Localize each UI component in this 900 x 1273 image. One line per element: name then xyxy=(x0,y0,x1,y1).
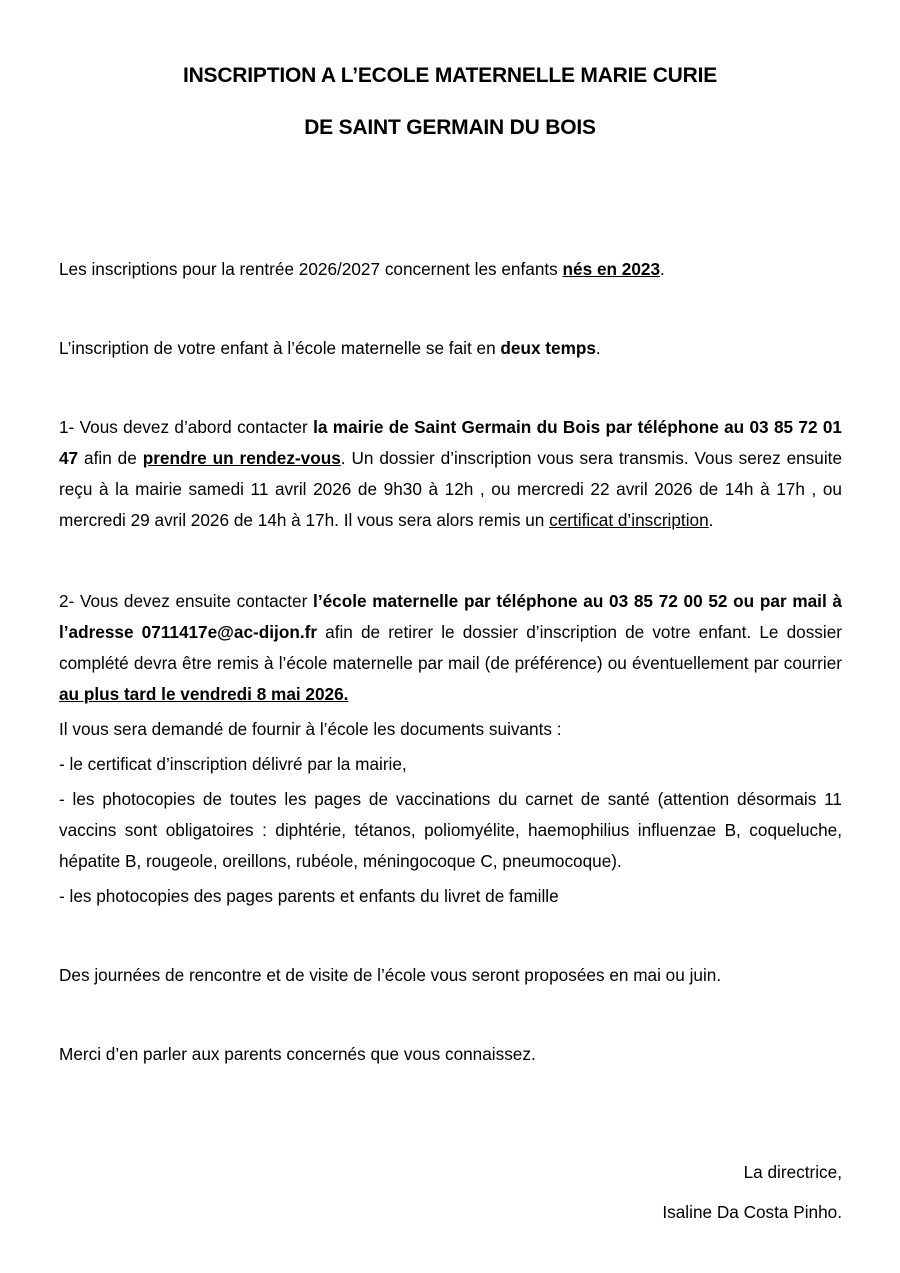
two-steps-paragraph: L’inscription de votre enfant à l’école maternelle se fait en deux temps. xyxy=(59,338,601,358)
mairie-phone: la mairie de Saint Germain du Bois par téléphone au 03 85 72 01 47 xyxy=(59,417,842,468)
document-item: - les photocopies des pages parents et enfants du livret de famille xyxy=(59,886,559,906)
school-contact: l’école maternelle par téléphone au 03 85 72 00 52 ou par mail à l’adresse 0711417e@ac-dijon.fr xyxy=(59,591,842,642)
signature-name: Isaline Da Costa Pinho. xyxy=(662,1202,842,1222)
thanks-paragraph: Merci d’en parler aux parents concernés que vous connaissez. xyxy=(59,1044,536,1064)
title-line-1: INSCRIPTION A L’ECOLE MATERNELLE MARIE CURIE xyxy=(182,64,718,87)
birth-year-emphasis: nés en 2023 xyxy=(562,259,661,279)
two-steps-emphasis: deux temps xyxy=(500,338,596,358)
title-line-2: DE SAINT GERMAIN DU BOIS xyxy=(304,116,596,139)
document-item: - le certificat d’inscription délivré par la mairie, xyxy=(59,754,407,774)
signature-role: La directrice, xyxy=(743,1162,842,1182)
certificate-text: certificat d’inscription xyxy=(549,510,709,530)
intro-paragraph: Les inscriptions pour la rentrée 2026/2027 concernent les enfants nés en 2023. xyxy=(59,259,665,279)
step-2-paragraph: 2- Vous devez ensuite contacter l’école maternelle par téléphone au 03 85 72 00 52 ou par mail à l’adresse 0711417e@ac-dijon.fr afin de retirer le dossier d’inscription de votre enfant. Le dossier complété devra être remis à l’école maternelle par mail (de préférence) ou éventuellement par courrier au plus tard le vendredi 8 mai 2026. xyxy=(59,591,842,704)
document-item: - les photocopies de toutes les pages de vaccinations du carnet de santé (attention désormais 11 vaccins sont obligatoires : diphtérie, tétanos, poliomyélite, haemophilius influenzae B, coqueluche, hépatite B, rougeole, oreillons, rubéole, méningocoque C, pneumocoque). xyxy=(59,789,842,871)
deadline-emphasis: au plus tard le vendredi 8 mai 2026. xyxy=(59,684,349,704)
appointment-emphasis: prendre un rendez-vous xyxy=(142,448,341,468)
documents-intro: Il vous sera demandé de fournir à l’école les documents suivants : xyxy=(59,719,562,739)
visits-paragraph: Des journées de rencontre et de visite de l’école vous seront proposées en mai ou juin. xyxy=(59,965,722,985)
step-1-paragraph: 1- Vous devez d’abord contacter la mairie de Saint Germain du Bois par téléphone au 03 85 72 01 47 afin de prendre un rendez-vous. Un dossier d’inscription vous sera transmis. Vous serez ensuite reçu à la mairie samedi 11 avril 2026 de 9h30 à 12h , ou mercredi 22 avril 2026 de 14h à 17h , ou mercredi 29 avril 2026 de 14h à 17h. Il vous sera alors remis un certificat d’inscription. xyxy=(59,417,843,530)
letter-body xyxy=(59,254,842,1070)
